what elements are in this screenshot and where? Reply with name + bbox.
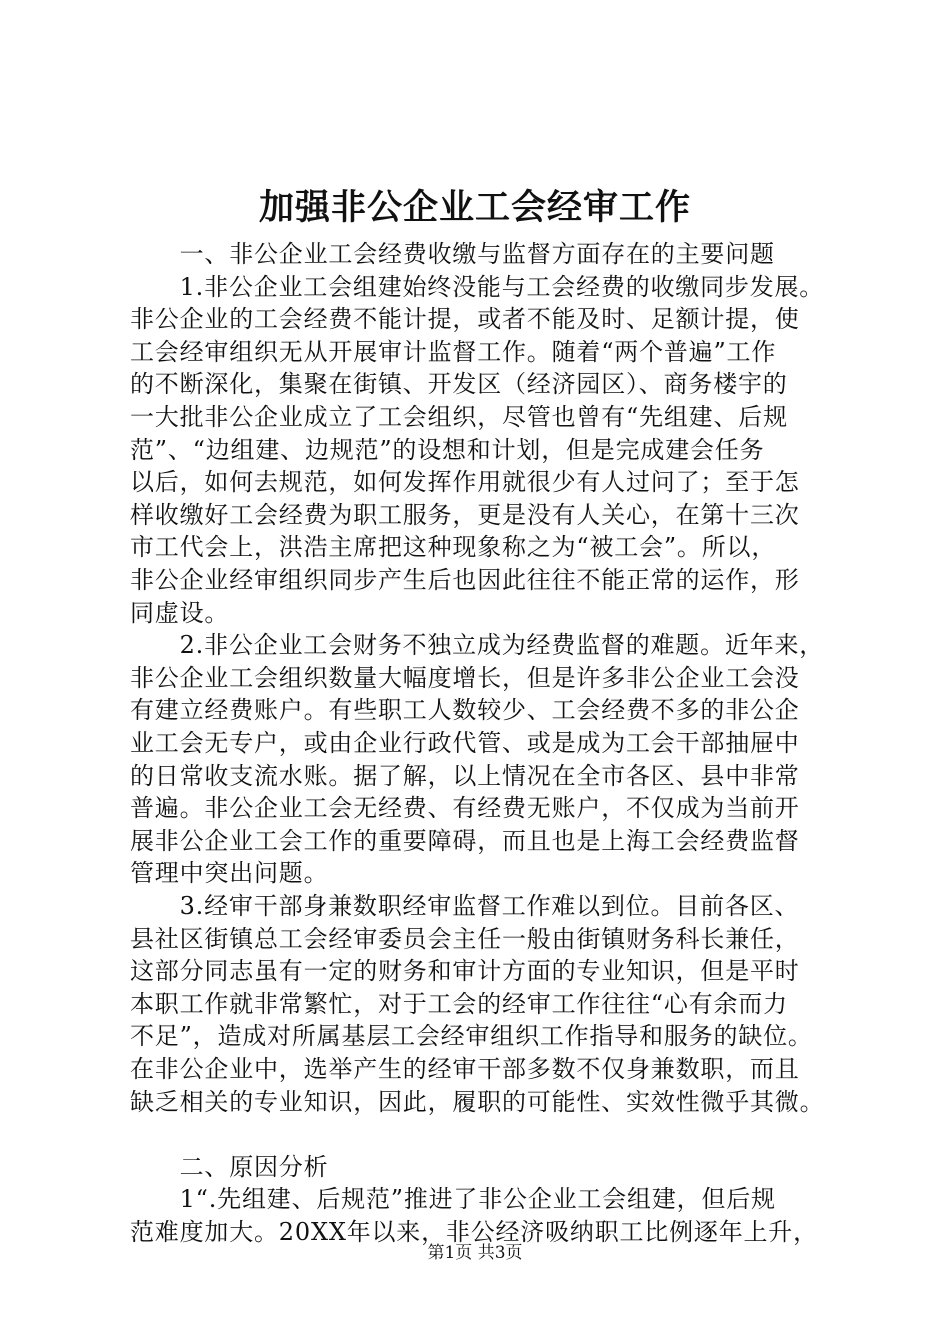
body-line: 缺乏相关的专业知识，因此，履职的可能性、实效性微乎其微。	[130, 1087, 825, 1116]
body-line: 非公企业经审组织同步产生后也因此往往不能正常的运作，形	[130, 566, 800, 594]
body-line: 二、原因分析	[130, 1152, 329, 1181]
body-line: 工会经审组织无从开展审计监督工作。随着“两个普遍”工作	[130, 337, 777, 366]
body-line: 县社区街镇总工会经审委员会主任一般由街镇财务科长兼任，	[130, 924, 800, 953]
body-line: 非公企业的工会经费不能计提，或者不能及时、足额计提，使	[130, 305, 800, 334]
body-line: 这部分同志虽有一定的财务和审计方面的专业知识，但是平时	[130, 957, 800, 986]
body-line: 同虚设。	[130, 598, 230, 627]
body-line: 在非公企业中，选举产生的经审干部多数不仅身兼数职，而且	[130, 1055, 800, 1083]
body-line: 1“.先组建、后规范”推进了非公企业工会组建，但后规	[130, 1185, 776, 1214]
body-line: 本职工作就非常繁忙，对于工会的经审工作往往“心有余而力	[130, 989, 788, 1018]
body-line: 市工代会上，洪浩主席把这种现象称之为“被工会”。所以，	[130, 533, 777, 562]
body-line: 范”、“边组建、边规范”的设想和计划，但是完成建会任务	[130, 435, 765, 464]
body-line: 业工会无专户，或由企业行政代管、或是成为工会干部抽屉中	[130, 729, 800, 757]
body-line: 一大批非公企业成立了工会组织，尽管也曾有“先组建、后规	[130, 403, 788, 431]
body-line: 有建立经费账户。有些职工人数较少、工会经费不多的非公企	[130, 696, 800, 725]
body-line: 普遍。非公企业工会无经费、有经费无账户，不仅成为当前开	[130, 794, 800, 823]
body-line: 2.非公企业工会财务不独立成为经费监督的难题。近年来，	[130, 631, 825, 660]
body-line: 一、非公企业工会经费收缴与监督方面存在的主要问题	[130, 240, 775, 268]
body-line: 管理中突出问题。	[130, 859, 329, 888]
body-line: 以后，如何去规范，如何发挥作用就很少有人过问了；至于怎	[130, 468, 800, 497]
body-line: 展非公企业工会工作的重要障碍，而且也是上海工会经费监督	[130, 826, 800, 855]
body-line: 非公企业工会组织数量大幅度增长，但是许多非公企业工会没	[130, 663, 800, 692]
body-line: 的日常收支流水账。据了解，以上情况在全市各区、县中非常	[130, 761, 800, 790]
page-footer: 第1页 共3页	[427, 1243, 523, 1263]
body-line: 不足”，造成对所属基层工会经审组织工作指导和服务的缺位。	[130, 1022, 813, 1051]
body-line: 的不断深化，集聚在街镇、开发区（经济园区）、商务楼宇的	[130, 370, 788, 399]
body-line: 范难度加大。20XX年以来，非公经济吸纳职工比例逐年上升，	[130, 1218, 818, 1246]
document-title: 加强非公企业工会经审工作	[258, 187, 691, 228]
body-line: 样收缴好工会经费为职工服务，更是没有人关心，在第十三次	[130, 500, 800, 529]
body-line: 3.经审干部身兼数职经审监督工作难以到位。目前各区、	[130, 892, 800, 920]
body-line: 1.非公企业工会组建始终没能与工会经费的收缴同步发展。	[130, 272, 825, 301]
